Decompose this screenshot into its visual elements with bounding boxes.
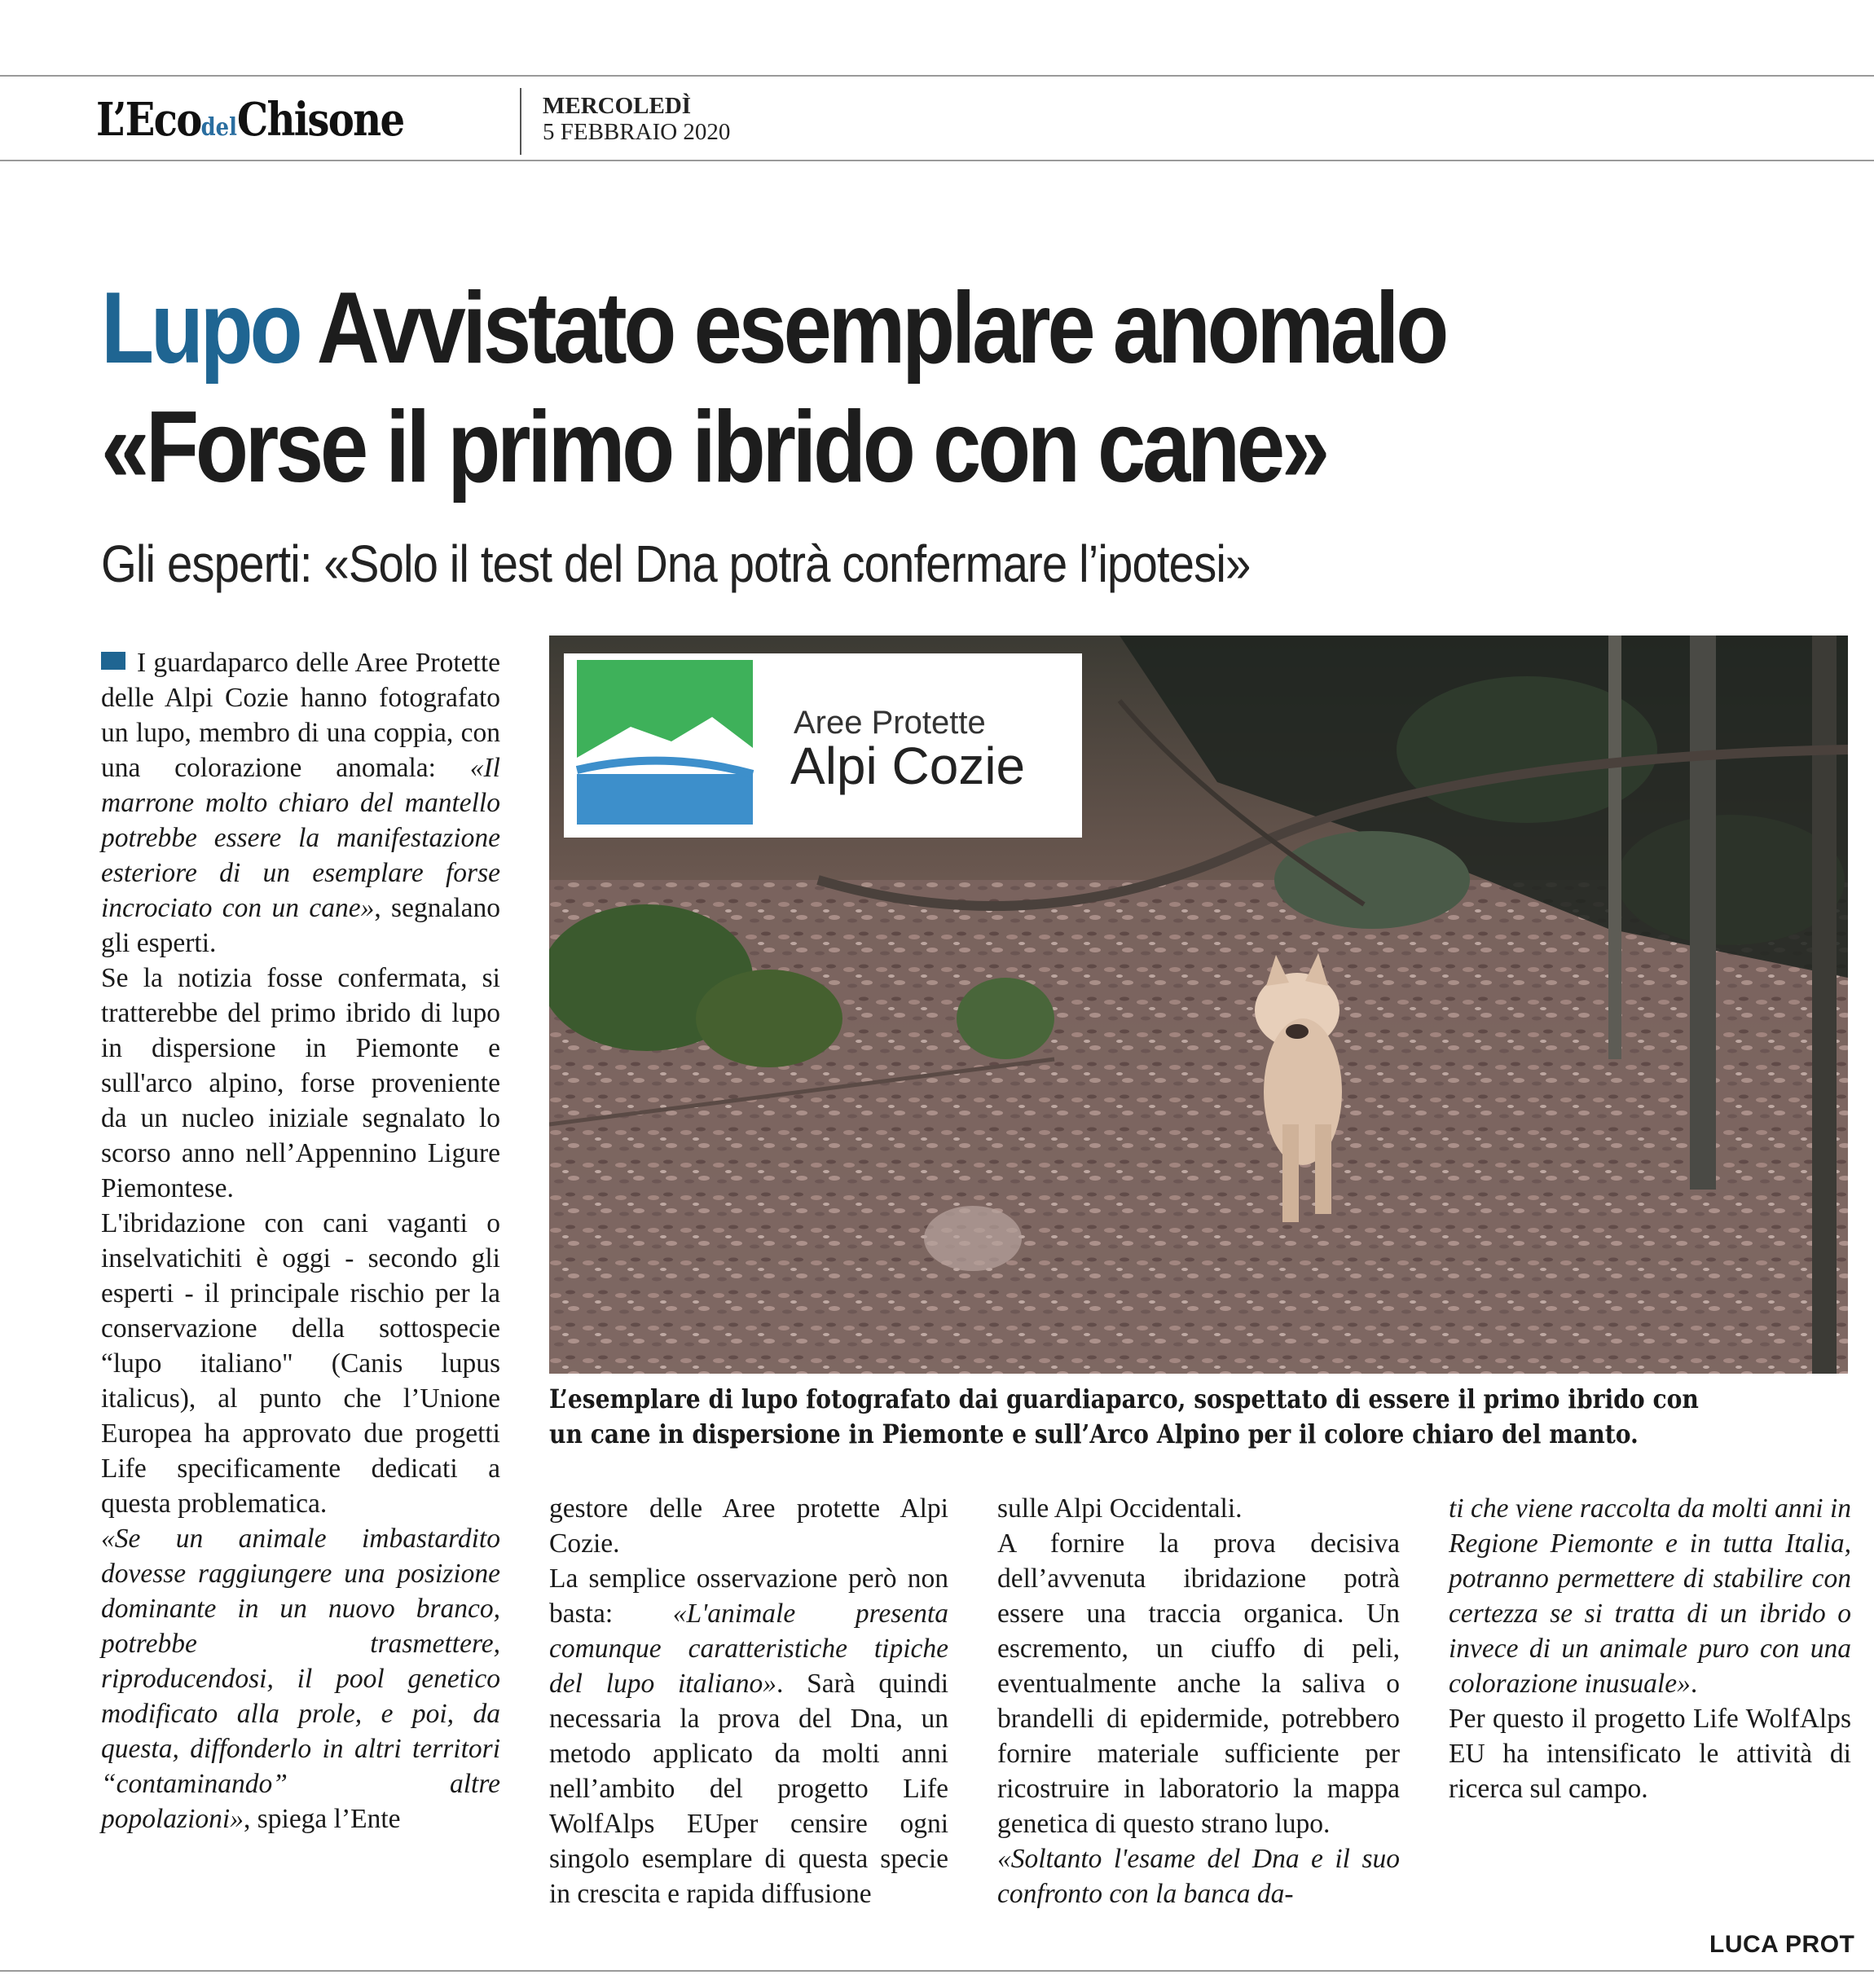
paragraph-text: . Sarà quindi necessaria la prova del Dna, un metodo applicato da molti anni nell’ambito del progetto Life WolfAlps EUper censire ogni singolo esemplare di questa specie in crescita e rapida diffusione <box>549 1669 949 1909</box>
quote-text: «L'animale presenta comunque caratteristiche tipiche del lupo italiano» <box>549 1599 948 1699</box>
paragraph: Per questo il progetto Life WolfAlps EU ha intensificato le attività di ricerca sul campo. <box>1449 1704 1851 1804</box>
logo-line-1: Aree Protette <box>794 705 986 741</box>
quote-text: «Se un animale imbastardito dovesse raggiungere una posizione dominante in un nuovo branco, potrebbe trasmettere, riproducendosi, il pool genetico modificato alla prole, e poi, da questa, diffonderlo in altri territori “contaminando” altre popolazioni» <box>101 1524 500 1834</box>
headline-line-2: «Forse il primo ibrido con cane» <box>101 391 1326 504</box>
author-byline: LUCA PROT <box>1709 1931 1855 1958</box>
article-column-3 <box>997 1491 1400 1911</box>
paragraph-text: , spiega l’Ente <box>243 1804 401 1834</box>
wolf-photo-illustration <box>549 636 1848 1374</box>
caption-line-2: un cane in dispersione in Piemonte e sull’Arco Alpino per il colore chiaro del manto. <box>549 1418 1639 1449</box>
paragraph: A fornire la prova decisiva dell’avvenuta ibridazione potrà essere una traccia organica. Un escremento, un ciuffo di peli, eventualmente anche la saliva o brandelli di epidermide, potrebbero fornire materiale sufficiente per ricostruire in laboratorio la mappa genetica di questo strano lupo. <box>997 1528 1400 1839</box>
issue-day: MERCOLEDÌ <box>543 93 692 119</box>
logo-text-del: del <box>200 113 237 142</box>
article-column-4 <box>1449 1491 1851 1806</box>
article-column-1 <box>101 645 500 1836</box>
logo-text-chisone: Chisone <box>236 93 404 147</box>
quote-text: «Soltanto l'esame del Dna e il suo confronto con la banca da- <box>997 1844 1400 1909</box>
paragraph-text: La semplice osservazione però non basta: <box>549 1564 948 1629</box>
masthead-divider <box>520 88 521 155</box>
paragraph: L'ibridazione con cani vaganti o inselvatichiti è oggi - secondo gli esperti - il principale rischio per la conservazione della sottospecie “lupo italiano" (Canis lupus italicus), al punto che l’Unione Europea ha approvato due progetti Life specificamente dedicati a questa problematica. <box>101 1208 500 1519</box>
caption-line-1: L’esemplare di lupo fotografato dai guardiaparco, sospettato di essere il primo ibrido con <box>549 1383 1699 1414</box>
paragraph <box>1449 1491 1851 1701</box>
top-rule <box>0 75 1874 77</box>
newspaper-logo[interactable] <box>96 93 403 147</box>
headline <box>101 269 1445 507</box>
paragraph: gestore delle Aree protette Alpi Cozie. <box>549 1493 948 1559</box>
subheadline: Gli esperti: «Solo il test del Dna potrà confermare l’ipotesi» <box>101 534 1251 593</box>
article-photo[interactable] <box>549 636 1848 1374</box>
paragraph: sulle Alpi Occidentali. <box>997 1493 1243 1524</box>
paragraph <box>101 645 500 961</box>
issue-date-text: 5 FEBBRAIO 2020 <box>543 119 731 145</box>
quote-text: «Il marrone molto chiaro del mantello potrebbe essere la manifestazione esteriore di un esemplare forse incrociato con un cane» <box>101 753 500 923</box>
paragraph-text: . <box>1690 1669 1698 1699</box>
headline-kicker: Lupo <box>101 272 300 385</box>
paragraph <box>101 1521 500 1836</box>
article-column-2 <box>549 1491 948 1911</box>
quote-text: ti che viene raccolta da molti anni in Regione Piemonte e in tutta Italia, potranno permettere di stabilire con certezza se si tratta di un ibrido o invece di un animale puro con una colorazione inusuale» <box>1449 1493 1852 1699</box>
bottom-rule <box>0 1970 1874 1972</box>
headline-line-1: Avvistato esemplare anomalo <box>316 272 1446 385</box>
section-marker-icon <box>101 652 125 670</box>
logo-text-eco: L’Eco <box>96 93 201 147</box>
paragraph-text: , segnalano gli esperti. <box>101 893 501 958</box>
park-logo <box>564 653 1082 838</box>
masthead-bottom-rule <box>0 160 1874 161</box>
issue-date <box>543 93 730 145</box>
paragraph: Se la notizia fosse confermata, si tratterebbe del primo ibrido di lupo in dispersione in Piemonte e sull'arco alpino, forse proveniente da un nucleo iniziale segnalato lo scorso anno nell’Appennino Ligure Piemontese. <box>101 963 500 1203</box>
photo-caption <box>549 1382 1699 1452</box>
logo-line-2: Alpi Cozie <box>790 737 1026 795</box>
paragraph <box>549 1561 948 1911</box>
paragraph-text: I guardaparco delle Aree Protette delle Alpi Cozie hanno fotografato un lupo, membro di una coppia, con una colorazione anomala: <box>101 648 500 783</box>
